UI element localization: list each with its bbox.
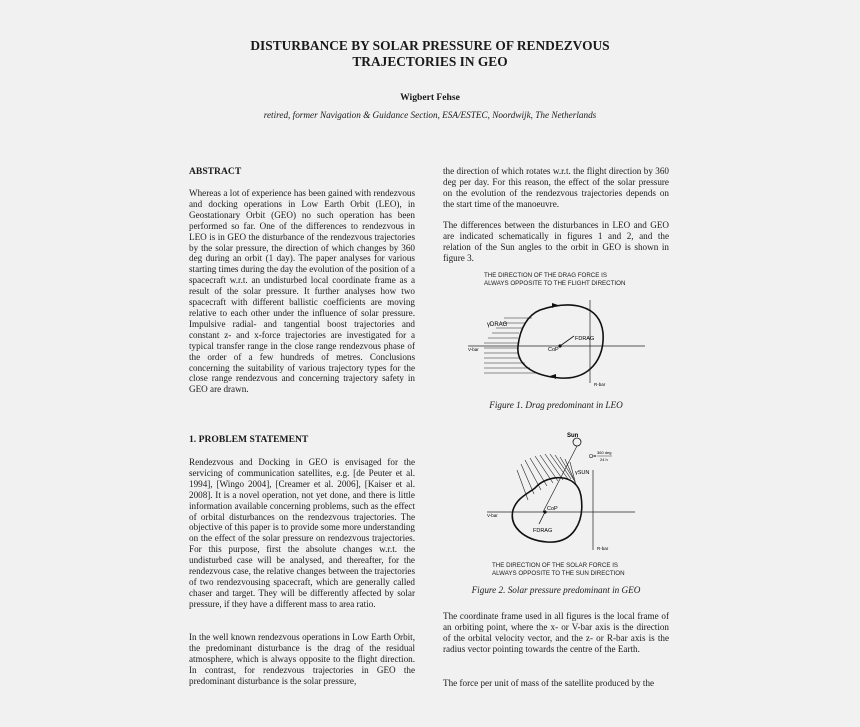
figure-1-diagram <box>440 288 680 398</box>
abstract-text: Whereas a lot of experience has been gained with rendezvous and docking operations in Low Earth Orbit (LEO), in Geostationary Orbit (GEO) no such operation has been performed so far. One of the differences to rendezvous in LEO is in GEO the disturbance of the rendezvous trajectories by the solar pressure, the direction of which changes by 360 deg during an orbit (1 day). The paper analyses for various starting times during the day the evolution of the position of a spacecraft w.r.t. an undisturbed local coordinate frame as a result of the solar pressure. It further analyses how two spacecraft with different ballistic coefficients are moving relative to each other under the influence of solar pressure. Impulsive radial- and tangential boost trajectories and constant z- and x-force trajectories are investigated for a typical transfer range in the close range rendezvous phase of the order of a few hundreds of metres. Conclusions concerning the suitability of various trajectory types for the close range rendezvous and concerning trajectory safety in GEO are drawn. <box>189 188 415 395</box>
right-paragraph-3: The coordinate frame used in all figures is the local frame of an orbiting point, where the x- or V-bar axis is the direction of the orbital velocity vector, and the z- or R-bar axis is the radius vector pointing towards the centre of the Earth. <box>443 611 669 654</box>
figure-2-note <box>492 562 625 577</box>
section-1-paragraph-2: In the well known rendezvous operations in Low Earth Orbit, the predominant disturbance is the drag of the residual atmosphere, which is always opposite to the flight direction. In contrast, for rendezvous trajectories in GEO the predominant disturbance is the solar pressure, <box>189 632 415 686</box>
figure-1-vbar-label: V-bar <box>468 347 479 352</box>
figure-1-note <box>484 272 625 287</box>
right-paragraph-4: The force per unit of mass of the satellite produced by the <box>443 678 655 688</box>
figure-2-note-line-2: ALWAYS OPPOSITE TO THE SUN DIRECTION <box>492 569 625 577</box>
figure-2-caption: Figure 2. Solar pressure predominant in GEO <box>471 585 641 595</box>
section-1-heading: 1. PROBLEM STATEMENT <box>189 434 309 445</box>
figure-1-rbar-label: R-bar <box>594 382 606 387</box>
author-name: Wigbert Fehse <box>400 92 460 103</box>
title-line-1: DISTURBANCE BY SOLAR PRESSURE OF RENDEZVOUS <box>250 38 610 53</box>
figure-2-sun-label: Sun <box>567 433 579 439</box>
figure-1-note-line-1: THE DIRECTION OF THE DRAG FORCE IS <box>484 272 607 279</box>
paper-title <box>130 38 730 70</box>
right-paragraph-2: The differences between the disturbances in LEO and GEO are indicated schematically in figures 1 and 2, and the relation of the Sun angles to the orbit in GEO is shown in figure 3. <box>443 220 669 263</box>
figure-2-rbar-label: R-bar <box>597 546 609 551</box>
sun-icon <box>573 438 581 446</box>
section-1-paragraph-1: Rendezvous and Docking in GEO is envisaged for the servicing of communication satellites, e.g. [de Peuter et al. 1994], [Wingo 2004], [Creamer et al. 2006], [Kaiser et al. 2008]. It is a novel operation, not yet done, and there is little information available concerning problems, such as the effect of orbital disturbances on the rendezvous trajectories. The objective of this paper is to provide some more understanding on the effect of the solar pressure on rendezvous trajectories. For this purpose, first the absolute changes w.r.t. the undisturbed case will be analysed, and thereafter, for the rendezvous case, the relative changes between the trajectories of two rendezvousing spacecraft, which are generally called chaser and target. They will be differently affected by solar pressure, if they have a different mass to area ratio. <box>189 457 415 609</box>
figure-2-vbar-label: V-bar <box>487 513 498 518</box>
figure-1-caption: Figure 1. Drag predominant in LEO <box>489 400 623 410</box>
figure-1-cop-dot <box>558 344 561 347</box>
figure-1-gamma-label: γDRAG <box>487 322 508 328</box>
right-paragraph-1: the direction of which rotates w.r.t. the flight direction by 360 deg per day. For this reason, the effect of the solar pressure on the evolution of the rendezvous trajectories depends on the start time of the manoeuvre. <box>443 166 669 209</box>
author-affiliation: retired, former Navigation & Guidance Section, ESA/ESTEC, Noordwijk, The Netherlands <box>263 110 597 120</box>
figure-1-cop-label: CoP <box>548 347 559 353</box>
figure-2-omega-label: Ω= <box>589 454 597 460</box>
figure-2-cop-label: CoP <box>547 506 558 512</box>
figure-1-force-label: FDRAG <box>575 336 595 342</box>
abstract-heading: ABSTRACT <box>189 166 242 177</box>
figure-2-gamma-label: γSUN <box>575 470 590 476</box>
figure-2-omega-num: 360 deg <box>597 450 612 455</box>
title-line-2: TRAJECTORIES IN GEO <box>352 54 508 69</box>
figure-1-note-line-2: ALWAYS OPPOSITE TO THE FLIGHT DIRECTION <box>484 279 626 287</box>
figure-2-solar-hatching <box>517 454 576 500</box>
figure-2-note-line-1: THE DIRECTION OF THE SOLAR FORCE IS <box>492 562 619 569</box>
figure-2-force-label: FDRAG <box>533 528 553 534</box>
figure-1-force-arrow <box>560 336 574 346</box>
figure-2-force-arrow <box>539 512 545 524</box>
figure-2-diagram <box>485 430 665 566</box>
figure-2-omega-den: 24 h <box>600 457 608 462</box>
